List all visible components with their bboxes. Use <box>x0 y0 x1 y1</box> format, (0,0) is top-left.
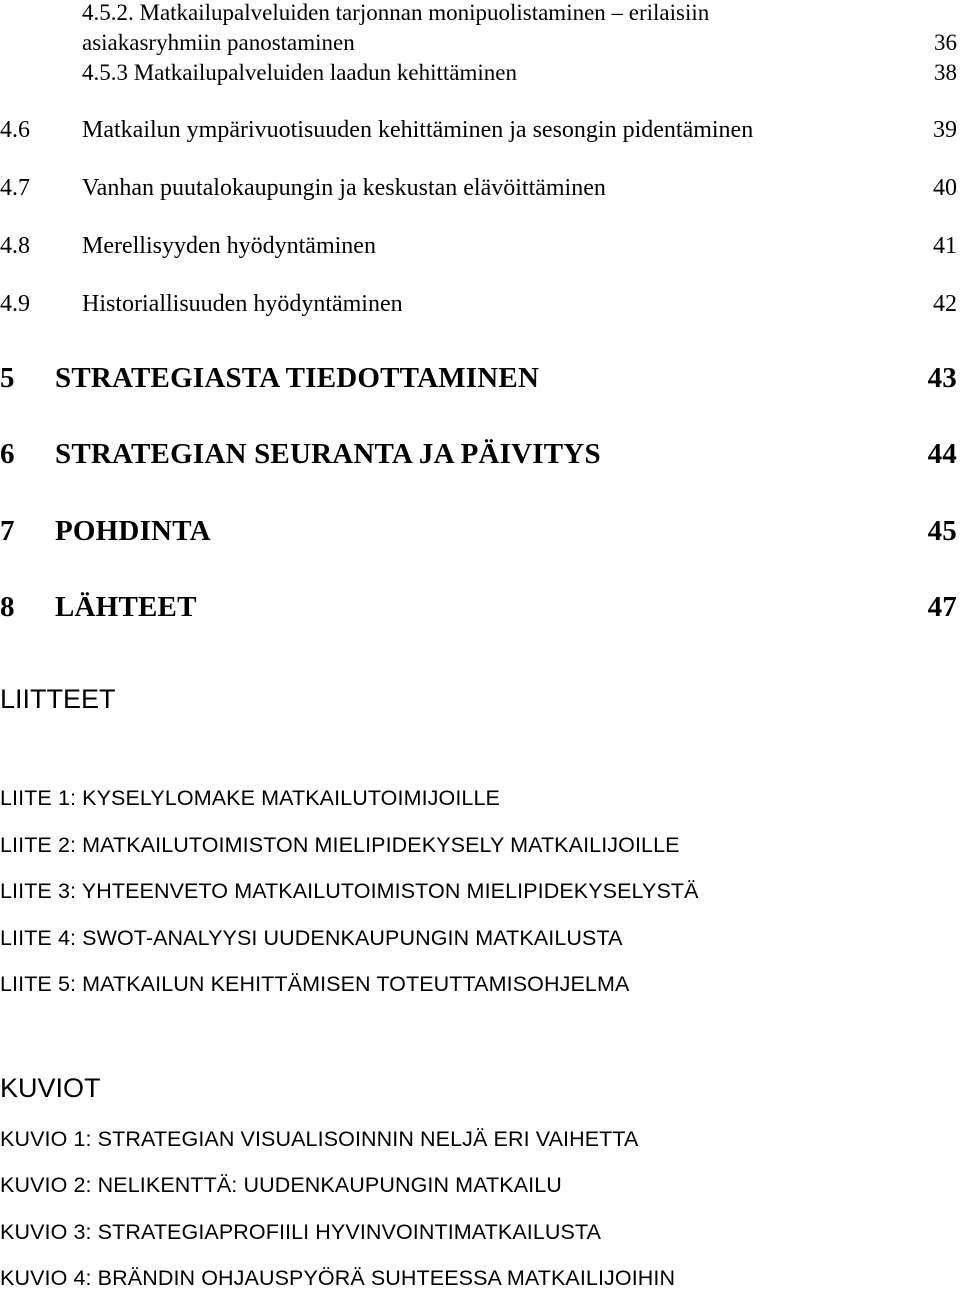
toc-page-number: 40 <box>933 175 957 201</box>
toc-page-number: 42 <box>933 291 957 317</box>
toc-section-number: 4.9 <box>0 291 30 317</box>
toc-page-number: 43 <box>927 362 957 394</box>
appendix-item: LIITE 3: YHTEENVETO MATKAILUTOIMISTON MIELIPIDEKYSELYSTÄ <box>0 879 699 903</box>
toc-section-title: Vanhan puutalokaupungin ja keskustan elävöittäminen <box>82 175 606 201</box>
toc-entry-4-5-2-line1: 4.5.2. Matkailupalveluiden tarjonnan monipuolistaminen – erilaisiin <box>82 0 710 25</box>
appendices-heading: LIITTEET <box>0 684 116 714</box>
toc-page-number: 44 <box>927 438 957 470</box>
appendix-item: LIITE 2: MATKAILUTOIMISTON MIELIPIDEKYSELY MATKAILIJOILLE <box>0 833 680 857</box>
figure-item: KUVIO 4: BRÄNDIN OHJAUSPYÖRÄ SUHTEESSA MATKAILIJOIHIN <box>0 1266 676 1290</box>
figure-item: KUVIO 3: STRATEGIAPROFIILI HYVINVOINTIMATKAILUSTA <box>0 1220 602 1244</box>
toc-section-title: Historiallisuuden hyödyntäminen <box>82 291 403 317</box>
toc-page-number: 45 <box>927 515 957 547</box>
toc-page-number: 36 <box>934 30 957 55</box>
toc-section-title: Matkailun ympärivuotisuuden kehittäminen ja sesongin pidentäminen <box>82 117 754 143</box>
appendix-item: LIITE 4: SWOT-ANALYYSI UUDENKAUPUNGIN MATKAILUSTA <box>0 926 623 950</box>
figures-heading: KUVIOT <box>0 1073 101 1103</box>
appendix-item: LIITE 5: MATKAILUN KEHITTÄMISEN TOTEUTTAMISOHJELMA <box>0 972 630 996</box>
toc-chapter-title: LÄHTEET <box>55 591 197 623</box>
toc-page-number: 39 <box>933 117 957 143</box>
toc-chapter-number: 6 <box>0 438 15 470</box>
toc-page-number: 38 <box>934 60 957 85</box>
figure-item: KUVIO 2: NELIKENTTÄ: UUDENKAUPUNGIN MATKAILU <box>0 1173 562 1197</box>
toc-chapter-number: 8 <box>0 591 15 623</box>
toc-section-number: 4.6 <box>0 117 30 143</box>
toc-chapter-number: 7 <box>0 515 15 547</box>
toc-chapter-title: POHDINTA <box>55 515 211 547</box>
toc-entry-4-5-3: 4.5.3 Matkailupalveluiden laadun kehittäminen <box>82 60 517 85</box>
figure-item: KUVIO 1: STRATEGIAN VISUALISOINNIN NELJÄ ERI VAIHETTA <box>0 1127 639 1151</box>
toc-page-number: 41 <box>933 233 957 259</box>
toc-chapter-title: STRATEGIASTA TIEDOTTAMINEN <box>55 362 540 394</box>
appendix-item: LIITE 1: KYSELYLOMAKE MATKAILUTOIMIJOILLE <box>0 786 500 810</box>
toc-chapter-title: STRATEGIAN SEURANTA JA PÄIVITYS <box>55 438 601 470</box>
toc-entry-4-5-2-line2: asiakasryhmiin panostaminen <box>82 30 355 55</box>
toc-chapter-number: 5 <box>0 362 15 394</box>
toc-section-title: Merellisyyden hyödyntäminen <box>82 233 376 259</box>
toc-section-number: 4.7 <box>0 175 30 201</box>
toc-page-number: 47 <box>927 591 957 623</box>
toc-section-number: 4.8 <box>0 233 30 259</box>
